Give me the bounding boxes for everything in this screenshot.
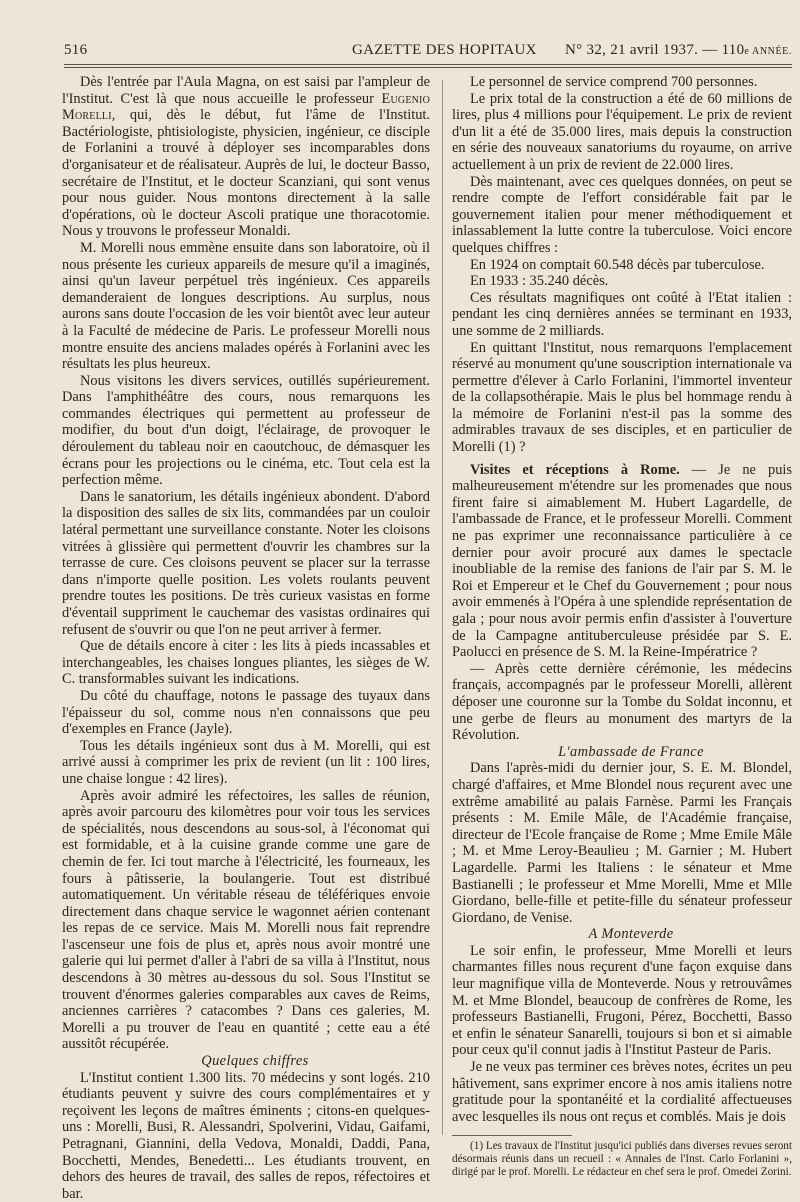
paragraph xyxy=(62,74,430,240)
page-header xyxy=(64,40,792,62)
paragraph: Après avoir admiré les réfectoires, les salles de réunion, après avoir parcouru des kilomètres pour voir tous les services de spécialités, nous descendons au sous-sol, à l'économat qui est formidable, et à la cuisine grande comme une gare de chemin de fer. Ici tout marche à l'électricité, les fourneaux, les fours à pâtisserie, la boulangerie. Tout est distribué automatiquement. Un véritable réseau de téléfériques envoie directement dans chaque service le wagonnet aérien contenant les repas de ce service. Mais M. Morelli nous fait reprendre l'ascenseur une fois de plus et, après nous avoir montré une galerie qui lui permet d'aller à l'abri de sa villa à l'Institut, nous descendons à 30 mètres au-dessous du sol. Sous l'Institut se trouvent d'énormes galeries comparables aux caves de Reims, anciennes carrières ? catacombes ? Dans ces galeries, M. Morelli a pu trouver de l'eau en quantité ; cette eau a été aussitôt récupérée. xyxy=(62,787,430,1053)
paragraph: Dès maintenant, avec ces quelques données, on peut se rendre compte de l'effort considérable fait par le gouvernement italien pour mener méthodiquement et inlassablement la lutte contre la tuberculose. Voici encore quelques chiffres : xyxy=(452,173,792,256)
page-number: 516 xyxy=(64,42,88,58)
paragraph-text: — Je ne puis malheureusement m'étendre sur les promenades que nous firent faire si aimablement M. Hubert Lagardelle, de l'ambassade de France, et le professeur Morelli. Comment ne pas exprimer une reconnaissance particulière à ce dernier pour avoir procuré aux dames le spectacle inoubliable de la remise des fanions de l'air par S. M. le Roi et Empereur et le Chef du Gouvernement ; pour nous avoir emmenés à l'Opéra à une splendide représentation de gala ; pour nous avoir permis enfin d'assister à l'ouverture de la Campagne antituberculeuse présidée par S. E. Paolucci en présence de S. M. la Reine-Impératrice ? xyxy=(452,461,793,661)
paragraph: En 1924 on comptait 60.548 décès par tuberculose. xyxy=(470,256,765,273)
paragraph xyxy=(452,462,792,661)
paragraph: Dans l'après-midi du dernier jour, S. E. M. Blondel, chargé d'affaires, et Mme Blondel nous reçurent avec une extrême amabilité au palais Farnèse. Parmi les Français présents : M. Emile Mâle, de l'Académie française, directeur de l'Ecole française de Rome ; Mme Emile Mâle ; M. et Mme Leroy-Beaulieu ; M. Garnier ; M. Hubert Lagardelle. Parmi les Italiens : le sénateur et Mme Bastianelli ; le professeur et Mme Morelli, Mme et Mlle Giordano, belle-fille et petite-fille du sénateur professeur Giordano, de Venise. xyxy=(452,760,792,926)
issue-year-suffix: e ANNÉE. xyxy=(744,46,792,57)
paragraph: L'Institut contient 1.300 lits. 70 médecins y sont logés. 210 étudiants peuvent y suivre des cours complémentaires et y reçoivent les leçons de maîtres éminents ; citons-en quelques-uns : Morelli, Busi, R. Alessandri, Spolverini, Vidau, Gaifami, Petragnani, Giannini, della Vedova, Monaldi, Daddi, Pana, Bocchetti, Mendes, Benedetti... Les étudiants trouvent, en dehors des heures de travail, des salles de repos, réfectoires et bar. xyxy=(62,1069,430,1202)
left-column xyxy=(62,74,430,1202)
person-name: Eugenio Morelli xyxy=(62,90,430,124)
paragraph: En 1933 : 35.240 décès. xyxy=(470,273,609,290)
header-rule-bottom xyxy=(64,67,792,68)
paragraph: Le personnel de service comprend 700 personnes. xyxy=(470,74,758,90)
paragraph: Le soir enfin, le professeur, Mme Morelli et leurs charmantes filles nous reçurent d'une façon exquise dans leur magnifique villa de Monteverde. Nous y retrouvâmes M. et Mme Blondel, beaucoup de confrères de Rome, les professeurs Bastianelli, Frugoni, Pérez, Bocchetti, Basso et enfin le sénateur Sanarelli, toujours si bon et si aimable pour ceux qu'il connut jadis à l'Institut Pasteur de Paris. xyxy=(452,942,792,1059)
paragraph: Nous visitons les divers services, outillés supérieurement. Dans l'amphithéâtre des cours, nous remarquons les commandes électriques qui permettent au professeur de modifier, du bout d'un doigt, l'éclairage, de provoquer le déroulement du tableau noir en caoutchouc, de démasquer les écrans pour les projections ou le cinéma, etc. Tout cela est la perfection même. xyxy=(62,372,430,489)
journal-title: GAZETTE DES HOPITAUX xyxy=(352,42,537,58)
paragraph: Tous les détails ingénieux sont dus à M. Morelli, qui est arrivé aussi à comprimer les prix de revient (un lit : 100 lires, une chaise longue : 42 lires). xyxy=(62,737,430,787)
section-subheading: L'ambassade de France xyxy=(558,743,704,760)
paragraph: Je ne veux pas terminer ces brèves notes, écrites un peu hâtivement, sans exprimer encore à nos amis italiens notre gratitude pour la spontanéité et la cordialité affectueuses avec lesquelles ils nous ont reçus et comblés. Mais je dois xyxy=(452,1059,792,1125)
paragraph-text: , qui, dès le début, fut l'âme de l'Institut. Bactériologiste, phtisiologiste, physicien, ingénieur, ce disciple de Forlanini a trouvé à déployer ses incomparables dons d'organisateur et de réalisateur. Auprès de lui, le docteur Basso, secrétaire de l'Institut, et le docteur Scanziani, qui sont venus pour nous guider. Nous montons directement à la salle d'opérations, où le docteur Ascoli pratique une thoracotomie. Nous y trouvons le professeur Monaldi. xyxy=(62,107,430,240)
footnote: (1) Les travaux de l'Institut jusqu'ici publiés dans diverses revues seront désormais réunis dans un recueil : « Annales de l'Inst. Carlo Forlanini », dirigé par le prof. Morelli. Le rédacteur en chef sera le prof. Omedei Zorini. xyxy=(452,1140,792,1179)
paragraph: Dans le sanatorium, les détails ingénieux abondent. D'abord la disposition des salles de six lits, commandées par un couloir latéral permettant une surveillance constante. Noter les cloisons vitrées à glissière qui permettent d'ouvrir les chambres sur la terrasse de cure. Ces cloisons peuvent se placer sur la terrasse dans n'importe quelle position. Les volets roulants peuvent prendre toutes les positions. De très curieux vasistas en forme d'éventail suppriment le cauchemar des vasistas ordinaires qui refusent de s'ouvrir ou que l'on ne peut arriver à fermer. xyxy=(62,488,430,638)
paragraph-text: Dès l'entrée par l'Aula Magna, on est saisi par l'ampleur de l'Institut. C'est là que nous accueille le professeur xyxy=(62,74,430,107)
header-rule-top xyxy=(64,64,792,65)
section-run-in-title: Visites et réceptions à Rome. xyxy=(470,461,680,478)
section-subheading: Quelques chiffres xyxy=(201,1053,309,1070)
paragraph: Le prix total de la construction a été de 60 millions de lires, plus 4 millions pour l'équipement. Le prix de revient d'un lit a été de 35.000 lires, mais depuis la construction en série des nouveaux sanatoriums du royaume, on arrive actuellement à un prix de revient de 22.000 lires. xyxy=(452,90,792,173)
issue-info xyxy=(565,42,792,59)
footnote-rule xyxy=(452,1135,572,1136)
section-subheading: A Monteverde xyxy=(588,926,674,943)
right-column xyxy=(452,74,792,1179)
issue-date: N° 32, 21 avril 1937. — 110 xyxy=(565,42,745,58)
paragraph: Que de détails encore à citer : les lits à pieds incassables et interchangeables, les chaises longues pliantes, les sièges de W. C. transformables suivant les indications. xyxy=(62,638,430,688)
paragraph: Ces résultats magnifiques ont coûté à l'Etat italien : pendant les cinq dernières années se terminant en 1933, une somme de 2 milliards. xyxy=(452,289,792,339)
paragraph: En quittant l'Institut, nous remarquons l'emplacement réservé au monument qu'une souscription internationale va permettre d'élever à Carlo Forlanini, l'immortel inventeur de la collapsothérapie. Mais le plus bel hommage rendu à la mémoire de Forlanini n'est-il pas la somme des admirables travaux de ses disciples, et en particulier de Morelli (1) ? xyxy=(452,339,792,456)
paragraph: Du côté du chauffage, notons le passage des tuyaux dans l'épaisseur du sol, comme nous n'en connaissons que peu d'exemples en France (Jayle). xyxy=(62,687,430,738)
paragraph: M. Morelli nous emmène ensuite dans son laboratoire, où il nous présente les curieux appareils de mesure qu'il a imaginés, ainsi qu'un laveur perpétuel très ingénieux. Ces appareils demanderaient de longues descriptions. Au surplus, nous aurons sans doute l'occasion de les voir bientôt avec leur auteur à la Faculté de médecine de Paris. Le professeur Morelli nous montre ensuite des anciens malades opérés à Forlanini avec les résultats les plus heureux. xyxy=(62,239,430,373)
paragraph: — Après cette dernière cérémonie, les médecins français, accompagnés par le professeur Morelli, allèrent déposer une couronne sur la Tombe du Soldat inconnu, et une gerbe de fleurs au monument des martyrs de la Révolution. xyxy=(452,660,792,744)
column-divider xyxy=(442,80,443,1135)
